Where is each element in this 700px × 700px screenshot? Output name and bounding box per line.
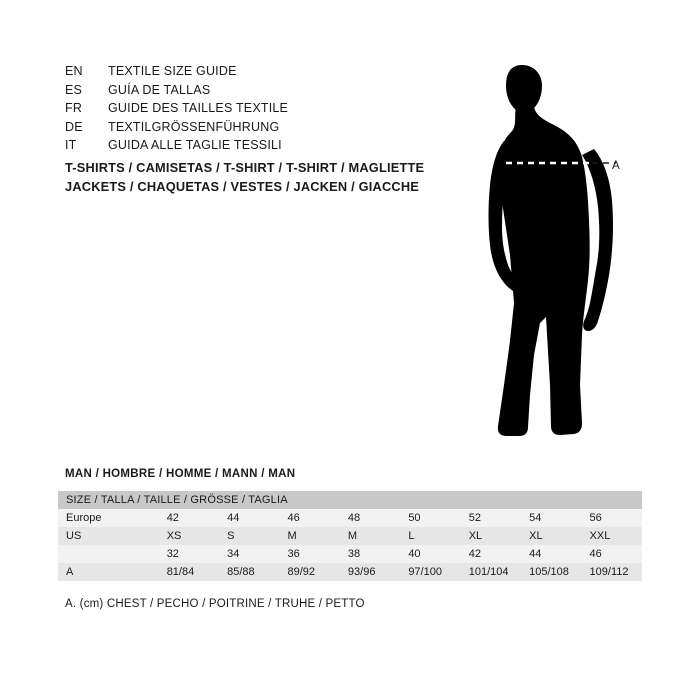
language-code: ES bbox=[65, 82, 83, 97]
cell: XL bbox=[529, 530, 543, 542]
language-label: TEXTILE SIZE GUIDE bbox=[108, 64, 237, 78]
language-row bbox=[65, 120, 425, 139]
table-header-label: SIZE / TALLA / TAILLE / GRÖSSE / TAGLIA bbox=[66, 494, 288, 506]
table-header-row bbox=[58, 491, 642, 509]
cell: 44 bbox=[529, 548, 542, 560]
table-row bbox=[58, 527, 642, 545]
measure-marker-a: A bbox=[612, 160, 620, 172]
cell: 101/104 bbox=[468, 566, 509, 578]
cell: S bbox=[227, 530, 235, 542]
cell: 42 bbox=[468, 548, 481, 560]
category-jackets: JACKETS / CHAQUETAS / VESTES / JACKEN / GIACCHE bbox=[65, 178, 420, 194]
cell: 40 bbox=[408, 548, 421, 560]
cell: 89/92 bbox=[287, 566, 316, 578]
cell: M bbox=[347, 530, 358, 542]
category-tshirts: T-SHIRTS / CAMISETAS / T-SHIRT / T-SHIRT / MAGLIETTE bbox=[65, 160, 425, 175]
table-title: MAN / HOMBRE / HOMME / MANN / MAN bbox=[65, 468, 296, 480]
language-label: GUÍA DE TALLAS bbox=[108, 82, 211, 97]
cell: M bbox=[287, 530, 297, 542]
language-code: EN bbox=[65, 64, 83, 78]
language-label: GUIDA ALLE TAGLIE TESSILI bbox=[108, 138, 282, 152]
language-row bbox=[65, 64, 425, 83]
cell: XXL bbox=[589, 530, 611, 542]
size-table bbox=[58, 491, 642, 581]
cell: 56 bbox=[589, 512, 602, 524]
cell: 48 bbox=[347, 512, 361, 524]
cell: 93/96 bbox=[347, 566, 376, 578]
language-label: GUIDE DES TAILLES TEXTILE bbox=[108, 101, 289, 115]
language-row bbox=[65, 138, 425, 157]
cell: 50 bbox=[408, 512, 421, 524]
row-label: Europe bbox=[66, 512, 102, 524]
cell: 44 bbox=[227, 512, 240, 524]
table-row bbox=[58, 545, 642, 563]
table-row bbox=[58, 509, 642, 527]
row-label: A bbox=[66, 566, 74, 578]
cell: 54 bbox=[529, 512, 542, 524]
row-label: US bbox=[66, 530, 82, 542]
language-code: DE bbox=[65, 119, 83, 134]
language-row bbox=[65, 101, 425, 120]
cell: 34 bbox=[227, 548, 240, 560]
cell: 38 bbox=[347, 548, 361, 560]
cell: 32 bbox=[166, 548, 179, 560]
cell: 52 bbox=[468, 512, 481, 524]
cell: XS bbox=[166, 530, 182, 542]
cell: 36 bbox=[287, 548, 300, 560]
language-code: IT bbox=[65, 138, 77, 152]
cell: 109/112 bbox=[589, 566, 629, 578]
measurement-footnote: A. (cm) CHEST / PECHO / POITRINE / TRUHE / PETTO bbox=[65, 598, 365, 610]
language-row bbox=[65, 83, 425, 102]
cell: L bbox=[408, 530, 415, 542]
table-row bbox=[58, 563, 642, 581]
cell: 85/88 bbox=[227, 566, 255, 578]
cell: 105/108 bbox=[529, 566, 569, 578]
cell: 46 bbox=[287, 512, 300, 524]
silhouette-shape bbox=[489, 65, 614, 436]
cell: 46 bbox=[589, 548, 602, 560]
language-code: FR bbox=[65, 101, 83, 115]
category-list bbox=[65, 160, 465, 197]
cell: 97/100 bbox=[408, 566, 442, 578]
cell: XL bbox=[468, 530, 483, 542]
language-label: TEXTILGRÖSSENFÜHRUNG bbox=[108, 119, 280, 134]
male-silhouette-figure bbox=[430, 55, 680, 455]
cell: 42 bbox=[166, 512, 179, 524]
row-label bbox=[58, 545, 159, 563]
cell: 81/84 bbox=[166, 566, 195, 578]
language-list bbox=[65, 64, 425, 157]
